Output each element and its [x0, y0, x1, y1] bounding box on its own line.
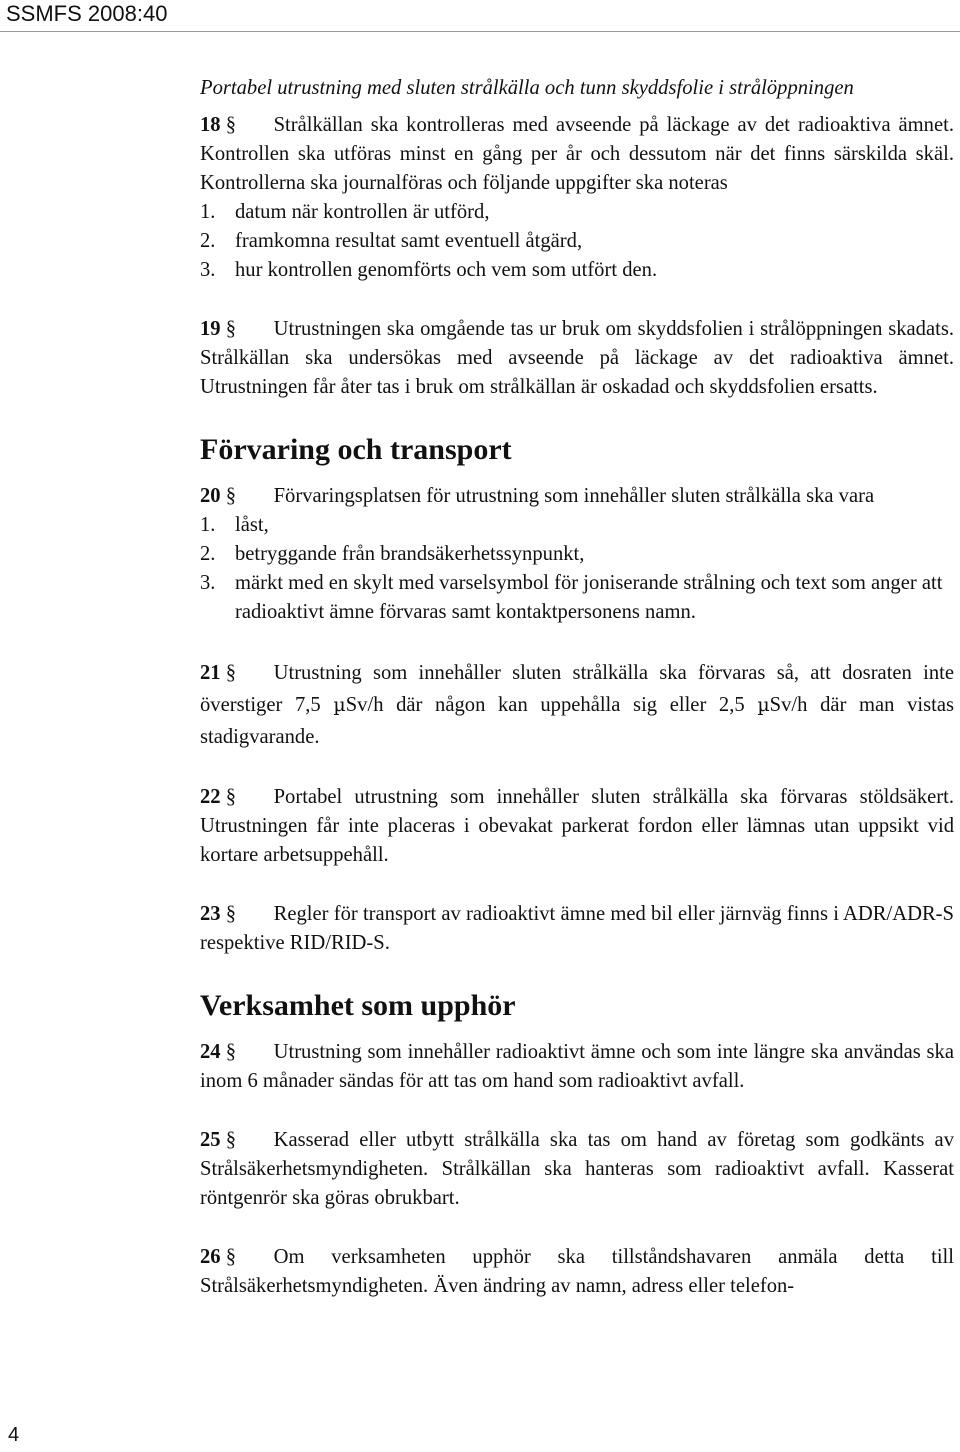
section-sign-icon: §	[225, 485, 237, 507]
paragraph-23	[200, 900, 954, 958]
paragraph-21: 21 § Utrustning som innehåller sluten strålkälla ska förvaras så, att dosraten inte överstiger 7,5 µSv/h där någon kan uppehålla sig eller 2,5 µSv/h där man vistas stadigvarande.	[200, 657, 954, 753]
list-item: 2. betryggande från brandsäkerhetssynpunkt,	[200, 543, 585, 565]
list-item: 3. märkt med en skylt med varselsymbol för joniserande strålning och text som anger att radioaktivt ämne förvaras samt kontaktpersonens namn.	[200, 572, 943, 623]
paragraph-text: Om verksamheten upphör ska tillståndshavaren anmäla detta till Strålsäkerhetsmyndigheten. Även ändring av namn, adress eller telefon-	[200, 1246, 954, 1297]
list-18	[200, 198, 954, 285]
paragraph-22	[200, 783, 954, 870]
section-sign-icon: §	[225, 786, 237, 808]
paragraph-text: Kasserad eller utbytt strålkälla ska tas om hand av företag som godkänts av Strålsäkerhetsmyndigheten. Strålkällan ska hanteras som radioaktivt avfall. Kasserat röntgenrör ska göras obrukbart.	[200, 1129, 954, 1209]
paragraph-text: Förvaringsplatsen för utrustning som innehåller sluten strålkälla ska vara	[273, 485, 875, 507]
section-sign-icon: §	[225, 662, 237, 684]
section-sign-icon: §	[225, 1129, 237, 1151]
list-20	[200, 511, 954, 627]
section-number: 20	[200, 485, 221, 507]
section-number: 21	[200, 662, 221, 684]
micro-symbol: µ	[757, 694, 770, 716]
paragraph-24	[200, 1038, 954, 1096]
paragraph-18	[200, 111, 954, 198]
section-sign-icon: §	[225, 903, 237, 925]
page-header	[0, 0, 960, 32]
section-number: 22	[200, 786, 221, 808]
paragraph-text: Utrustningen ska omgående tas ur bruk om skyddsfolien i strålöppningen skadats. Strålkällan ska undersökas med avseende på läckage av det radioaktiva ämnet. Utrustningen får åter tas i bruk om strålkällan är oskadad och skyddsfolien ersatts.	[200, 318, 954, 398]
section-number: 26	[200, 1246, 221, 1268]
section-sign-icon: §	[225, 1041, 237, 1063]
list-item: 1. låst,	[200, 514, 269, 536]
section-number: 23	[200, 903, 221, 925]
paragraph-19	[200, 315, 954, 402]
list-item: 3. hur kontrollen genomförts och vem som utfört den.	[200, 259, 658, 281]
list-item: 2. framkomna resultat samt eventuell åtgärd,	[200, 230, 583, 252]
paragraph-26	[200, 1243, 954, 1301]
section-heading-storage: Förvaring och transport	[200, 433, 512, 466]
subsection-title: Portabel utrustning med sluten strålkälla och tunn skyddsfolie i strålöppningen	[200, 77, 854, 99]
section-heading-ending: Verksamhet som upphör	[200, 989, 516, 1022]
paragraph-text: Utrustning som innehåller radioaktivt ämne och som inte längre ska användas ska inom 6 månader sändas för att tas om hand som radioaktivt avfall.	[200, 1041, 954, 1092]
micro-symbol: µ	[333, 694, 346, 716]
paragraph-25	[200, 1126, 954, 1213]
section-sign-icon: §	[225, 1246, 237, 1268]
page-content	[200, 72, 954, 1331]
section-sign-icon: §	[225, 318, 237, 340]
section-number: 25	[200, 1129, 221, 1151]
paragraph-20	[200, 482, 954, 511]
section-number: 18	[200, 114, 221, 136]
paragraph-text: Portabel utrustning som innehåller sluten strålkälla ska förvaras stöldsäkert. Utrustningen får inte placeras i obevakat parkerat fordon eller lämnas utan uppsikt vid kortare arbetsuppehåll.	[200, 786, 954, 866]
section-sign-icon: §	[225, 114, 237, 136]
document-id: SSMFS 2008:40	[6, 1, 168, 26]
list-item: 1. datum när kontrollen är utförd,	[200, 201, 490, 223]
paragraph-text: Strålkällan ska kontrolleras med avseende på läckage av det radioaktiva ämnet. Kontrollen ska utföras minst en gång per år och dessutom när det finns särskilda skäl. Kontrollerna ska journalföras och följande uppgifter ska noteras	[200, 114, 954, 194]
section-number: 19	[200, 318, 221, 340]
page-number: 4	[8, 1424, 20, 1446]
section-number: 24	[200, 1041, 221, 1063]
paragraph-text: Regler för transport av radioaktivt ämne med bil eller järnväg finns i ADR/ADR-S respektive RID/RID-S.	[200, 903, 954, 954]
